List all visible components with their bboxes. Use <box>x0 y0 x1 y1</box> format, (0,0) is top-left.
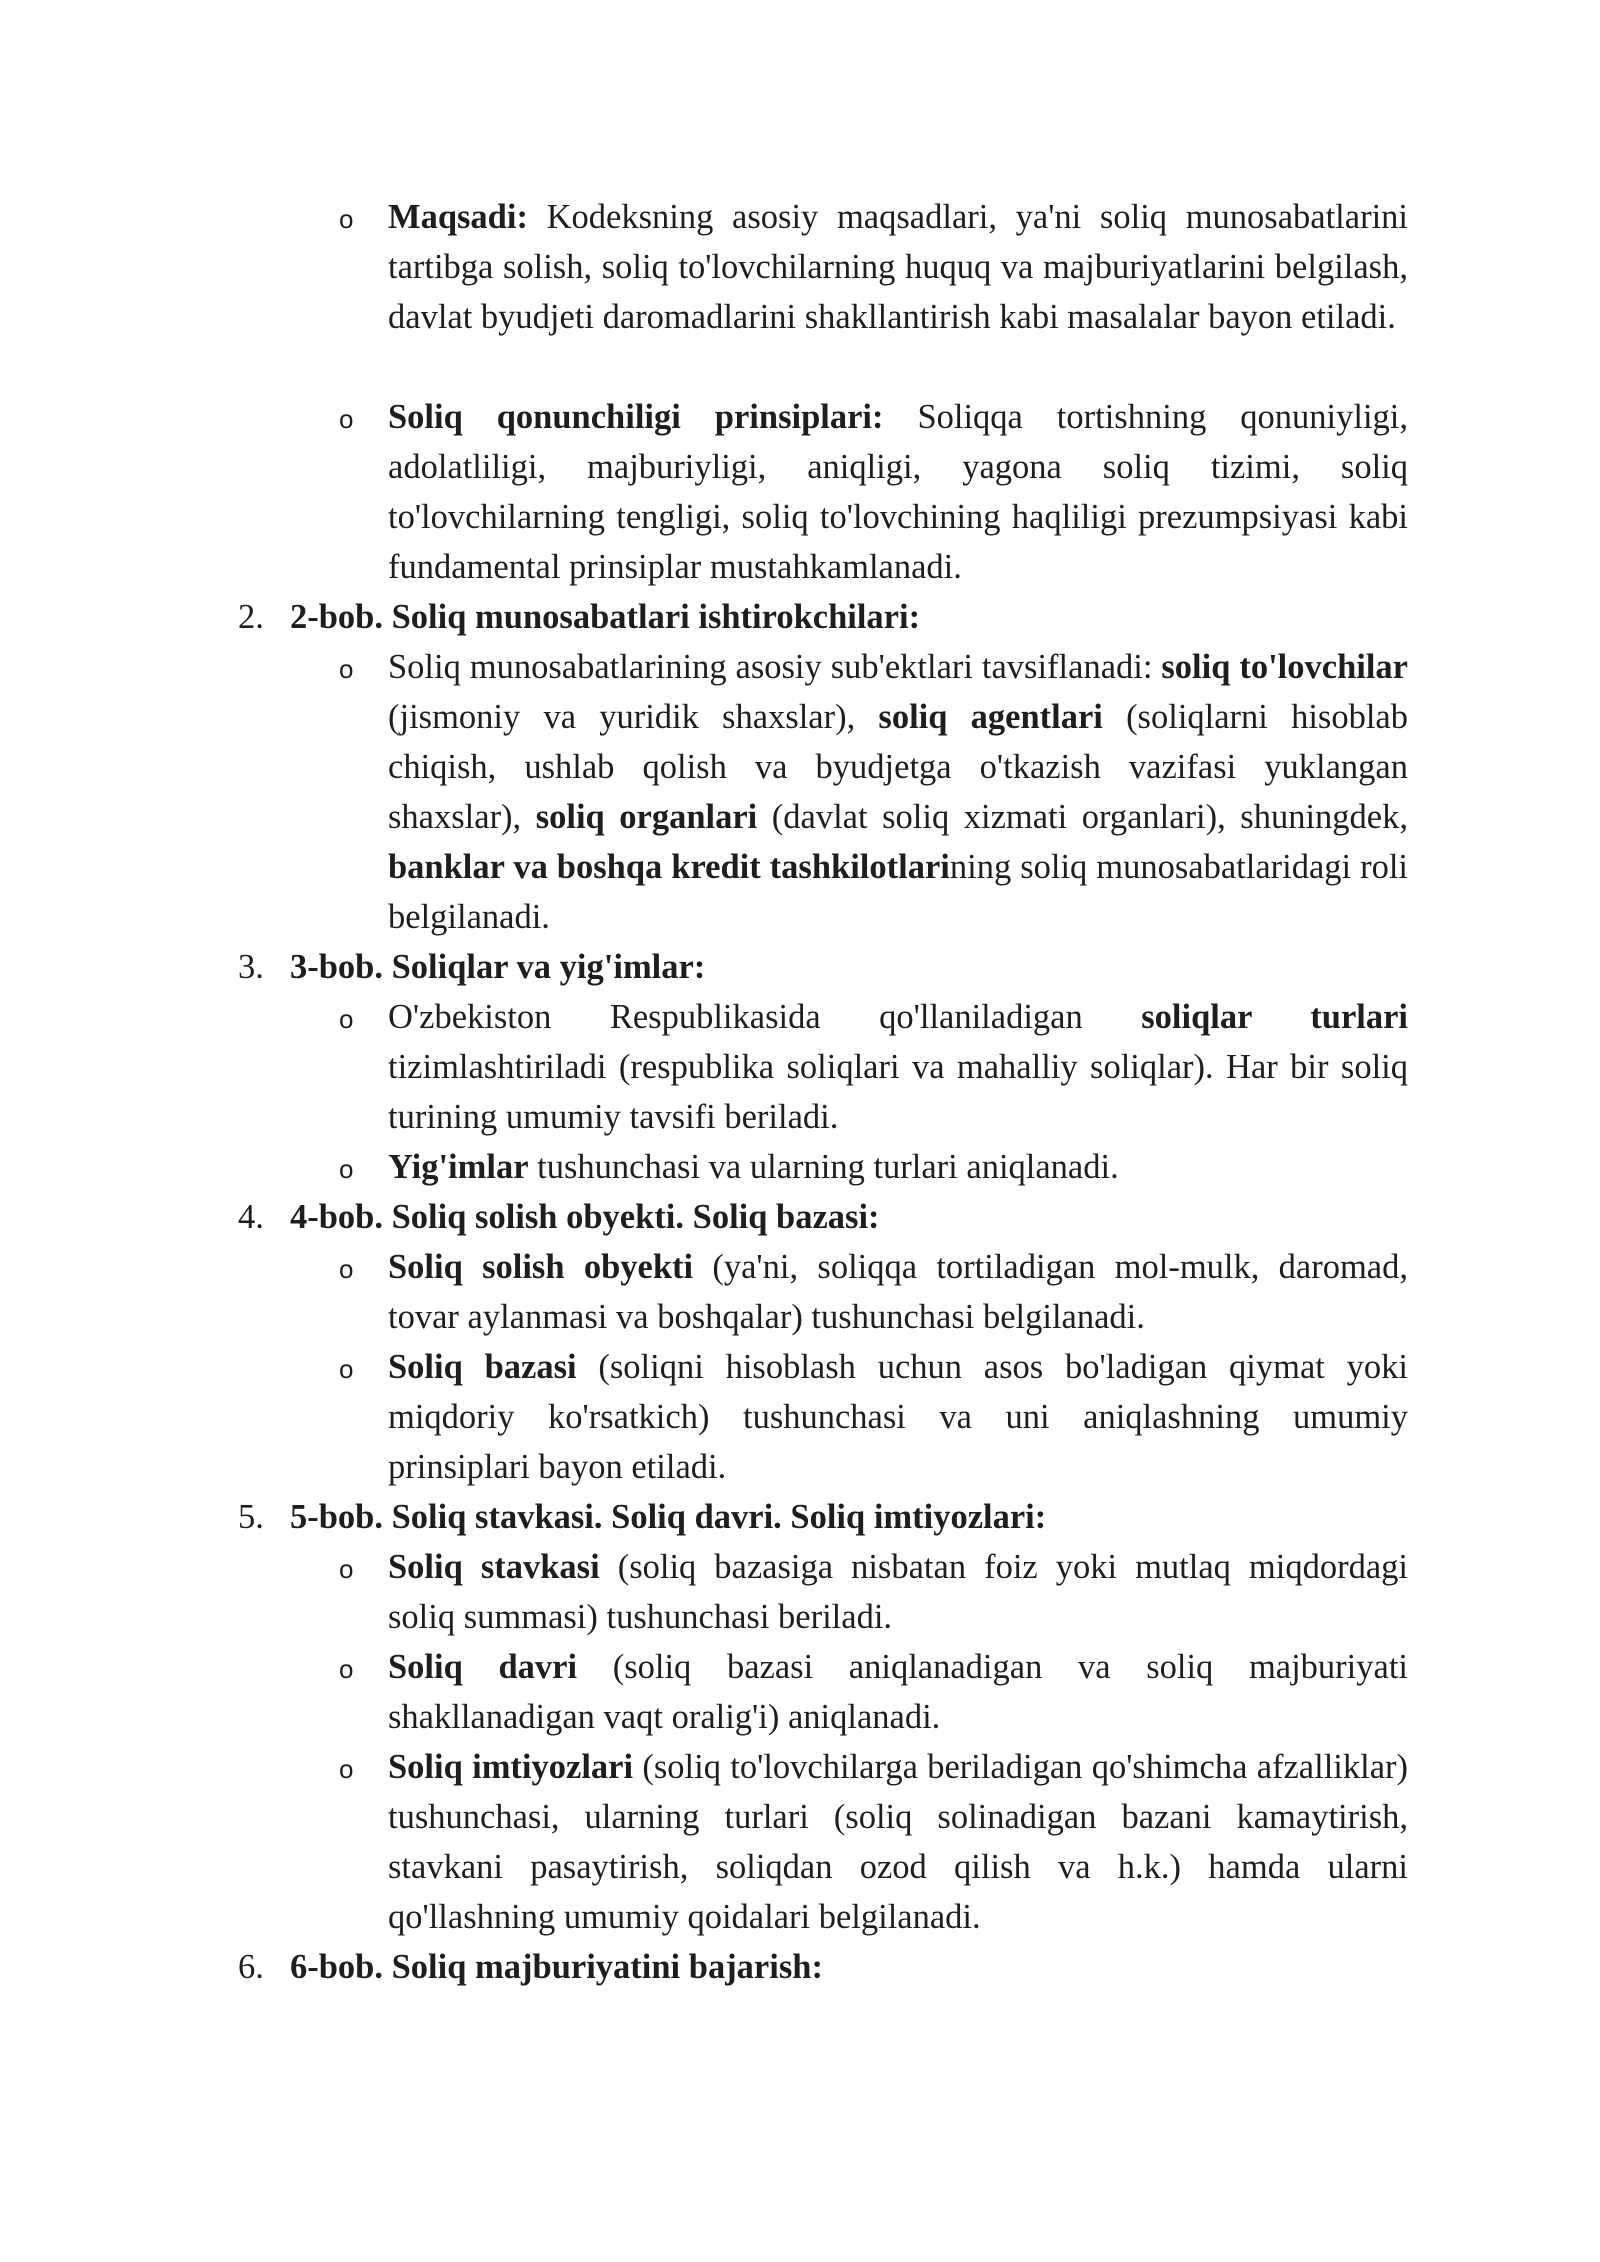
chapter-title: 5-bob. Soliq stavkasi. Soliq davri. Soliq imtiyozlari: <box>290 1498 1047 1536</box>
chapter-heading <box>238 1942 823 1992</box>
chapter-number: 3. <box>238 948 264 986</box>
bullet-icon: o <box>339 1354 354 1384</box>
chapter-number: 2. <box>238 598 264 636</box>
list-item: o O'zbekiston Respublikasida qo'llaniladigan soliqlar turlari tizimlashtiriladi (respublika soliqlari va mahalliy soliqlar). Har bir soliq turining umumiy tavsifi beriladi. <box>388 992 1408 1142</box>
list-item: o Soliq munosabatlarining asosiy sub'ektlari tavsiflanadi: soliq to'lovchilar (jismoniy va yuridik shaxslar), soliq agentlari (soliqlarni hisoblab chiqish, ushlab qolish va byudjetga o'tkazish vazifasi yuklangan shaxslar), soliq organlari (davlat soliq xizmati organlari), shuningdek, banklar va boshqa kredit tashkilotlarining soliq munosabatlaridagi roli belgilanadi. <box>388 642 1408 942</box>
bullet-icon: o <box>339 1154 354 1184</box>
chapter-heading <box>238 1492 1046 1542</box>
bullet-icon: o <box>339 204 354 234</box>
chapter-heading <box>238 592 920 642</box>
list-item: o Soliq solish obyekti (ya'ni, soliqqa tortiladigan mol-mulk, daromad, tovar aylanmasi va boshqalar) tushunchasi belgilanadi. <box>388 1242 1408 1342</box>
chapter-title: 2-bob. Soliq munosabatlari ishtirokchilari: <box>290 598 921 636</box>
list-item: o Soliq bazasi (soliqni hisoblash uchun asos bo'ladigan qiymat yoki miqdoriy ko'rsatkich) tushunchasi va uni aniqlashning umumiy prinsiplari bayon etiladi. <box>388 1342 1408 1492</box>
bullet-icon: o <box>339 1754 354 1784</box>
chapter-title: 4-bob. Soliq solish obyekti. Soliq bazasi: <box>290 1198 880 1236</box>
list-item: o Maqsadi: Kodeksning asosiy maqsadlari, ya'ni soliq munosabatlarini tartibga solish, soliq to'lovchilarning huquq va majburiyatlarini belgilash, davlat byudjeti daromadlarini shakllantirish kabi masalalar bayon etiladi. <box>388 192 1408 342</box>
chapter-heading <box>238 1192 880 1242</box>
bullet-icon: o <box>339 1654 354 1684</box>
chapter-title: 3-bob. Soliqlar va yig'imlar: <box>290 948 706 986</box>
bullet-icon: o <box>339 1254 354 1284</box>
chapter-number: 6. <box>238 1948 264 1986</box>
list-item: o Soliq davri (soliq bazasi aniqlanadigan va soliq majburiyati shakllanadigan vaqt oralig'i) aniqlanadi. <box>388 1642 1408 1742</box>
chapter-number: 5. <box>238 1498 264 1536</box>
chapter-heading <box>238 942 705 992</box>
chapter-number: 4. <box>238 1198 264 1236</box>
bullet-icon: o <box>339 654 354 684</box>
list-item: o Soliq stavkasi (soliq bazasiga nisbatan foiz yoki mutlaq miqdordagi soliq summasi) tushunchasi beriladi. <box>388 1542 1408 1642</box>
list-item: o Soliq qonunchiligi prinsiplari: Soliqqa tortishning qonuniyligi, adolatliligi, majburiyligi, aniqligi, yagona soliq tizimi, soliq to'lovchilarning tengligi, soliq to'lovchining haqliligi prezumpsiyasi kabi fundamental prinsiplar mustahkamlanadi. <box>388 392 1408 592</box>
list-item: o Soliq imtiyozlari (soliq to'lovchilarga beriladigan qo'shimcha afzalliklar) tushunchasi, ularning turlari (soliq solinadigan bazani kamaytirish, stavkani pasaytirish, soliqdan ozod qilish va h.k.) hamda ularni qo'llashning umumiy qoidalari belgilanadi. <box>388 1742 1408 1942</box>
chapter-title: 6-bob. Soliq majburiyatini bajarish: <box>290 1948 823 1986</box>
bullet-icon: o <box>339 1554 354 1584</box>
bullet-icon: o <box>339 404 354 434</box>
list-item: o Yig'imlar tushunchasi va ularning turlari aniqlanadi. <box>388 1142 1408 1192</box>
bullet-icon: o <box>339 1004 354 1034</box>
